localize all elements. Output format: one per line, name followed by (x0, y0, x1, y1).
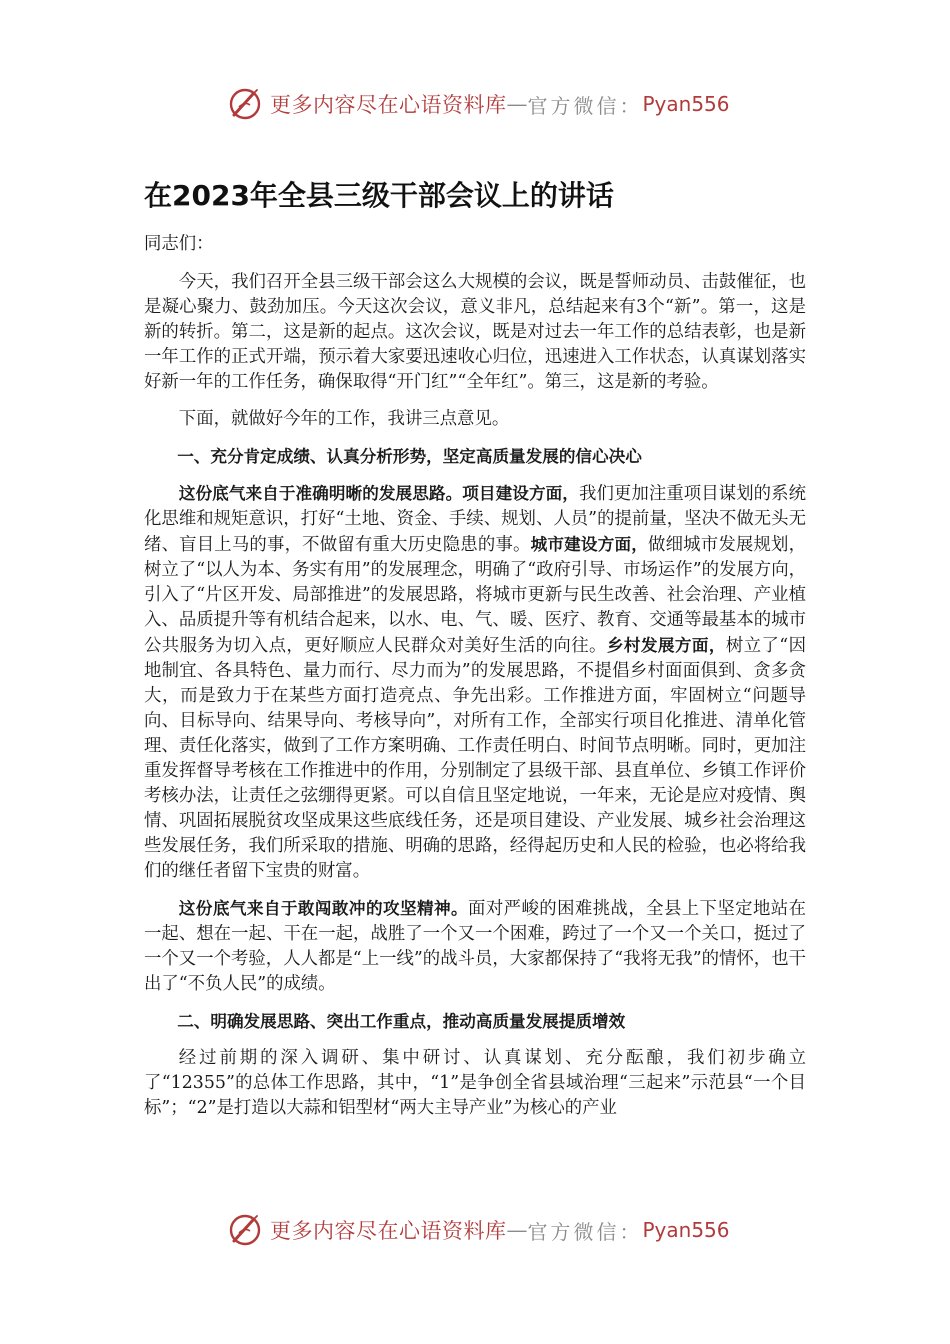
footer-watermark (226, 1210, 730, 1250)
subhead-rural: 乡村发展方面， (606, 636, 726, 655)
watermark-wechat-label: 官方微信： (527, 1219, 643, 1244)
watermark-brand: 更多内容尽在心语资料库 (270, 93, 507, 117)
paragraph-work-plan: 经过前期的深入调研、集中研讨、认真谋划、充分酝酿，我们初步确立了“12355”的总体工作思路，其中，“1”是争创全省县域治理“三起来”示范县“一个目标”；“2”是打造以大蒜和铝型材“两大主导产业”为核心的产业 (144, 1048, 806, 1118)
lead-sentence-spirit: 这份底气来自于敢闯敢冲的攻坚精神。 (178, 899, 469, 918)
salutation: 同志们： (144, 234, 214, 254)
pen-logo-icon (226, 85, 264, 123)
document-title: 在2023年全县三级干部会议上的讲话 (144, 179, 614, 212)
paragraph-development-ideas (144, 481, 806, 884)
section-heading-2: 二、明确发展思路、突出工作重点，推动高质量发展提质增效 (177, 1012, 626, 1031)
watermark-separator: — (506, 92, 528, 116)
pen-logo-icon (226, 1211, 264, 1249)
text-project: 我们更加注重项目谋划的系统化思维和规矩意识，打好“土地、资金、手续、规划、人员”的提前量，坚决不做无头无绪、盲目上马的事，不做留有重大历史隐患的事。 (144, 484, 807, 555)
watermark-wechat-label: 官方微信： (527, 93, 643, 118)
document-body (144, 232, 806, 1133)
subhead-project: 项目建设方面， (462, 484, 579, 503)
section-heading-1: 一、充分肯定成绩、认真分析形势，坚定高质量发展的信心决心 (177, 447, 642, 466)
watermark-separator: — (506, 1218, 528, 1242)
paragraph-spirit (144, 896, 806, 997)
watermark-wechat-id: Pyan556 (642, 1218, 730, 1242)
subhead-city: 城市建设方面， (530, 535, 649, 554)
paragraph-intro: 下面，就做好今年的工作，我讲三点意见。 (178, 409, 510, 429)
watermark-brand: 更多内容尽在心语资料库 (270, 1219, 507, 1243)
text-city: 做细城市发展规划，树立了“以人为本、务实有用”的发展理念，明确了“政府引导、市场运作”的发展方向，引入了“片区开发、局部推进”的发展思路，将城市更新与民生改善、社会治理、产业植入、品质提升等有机结合起来，以水、电、气、暖、医疗、教育、交通等最基本的城市公共服务为切入点，更好顺应人民群众对美好生活的向往。 (144, 535, 806, 656)
header-watermark (226, 84, 730, 124)
lead-sentence: 这份底气来自于准确明晰的发展思路。 (178, 484, 463, 503)
paragraph-opening: 今天，我们召开全县三级干部会这么大规模的会议，既是誓师动员、击鼓催征，也是凝心聚力、鼓劲加压。今天这次会议，意义非凡，总结起来有3个“新”。第一，这是新的转折。第二，这是新的起点。这次会议，既是对过去一年工作的总结表彰，也是新一年工作的正式开端，预示着大家要迅速收心归位，迅速进入工作状态，认真谋划落实好新一年的工作任务，确保取得“开门红”“全年红”。第三，这是新的考验。 (144, 272, 806, 392)
text-rural: 树立了“因地制宜、各具特色、量力而行、尽力而为”的发展思路，不提倡乡村面面俱到、贪多贪大，而是致力于在某些方面打造亮点、争先出彩。工作推进方面，牢固树立“问题导向、目标导向、结果导向、考核导向”，对所有工作，全部实行项目化推进、清单化管理、责任化落实，做到了工作方案明确、工作责任明白、时间节点明晰。同时，更加注重发挥督导考核在工作推进中的作用，分别制定了县级干部、县直单位、乡镇工作评价考核办法，让责任之弦绷得更紧。可以自信且坚定地说，一年来，无论是应对疫情、舆情、巩固拓展脱贫攻坚成果这些底线任务，还是项目建设、产业发展、城乡社会治理这些发展任务，我们所采取的措施、明确的思路，经得起历史和人民的检验，也必将给我们的继任者留下宝贵的财富。 (144, 636, 806, 881)
watermark-wechat-id: Pyan556 (642, 92, 730, 116)
text-spirit: 面对严峻的困难挑战，全县上下坚定地站在一起、想在一起、干在一起，战胜了一个又一个困难，跨过了一个又一个关口，挺过了一个又一个考验，人人都是“上一线”的战斗员，大家都保持了“我将无我”的情怀，也干出了“不负人民”的成绩。 (144, 899, 807, 994)
